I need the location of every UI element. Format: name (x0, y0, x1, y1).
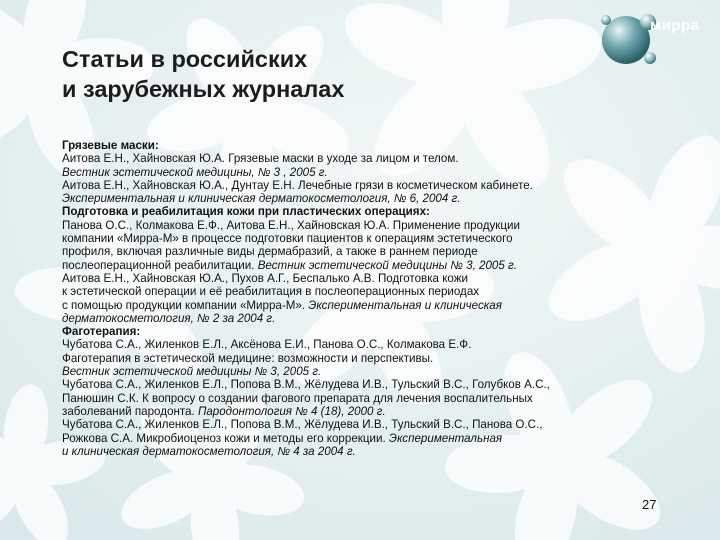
reference-line: компании «Мирра-М» в процессе подготовки пациентов к операциям эстетического (62, 232, 513, 246)
reference-line: Аитова Е.Н., Хайновская Ю.А., Дунтау Е.Н. Лечебные грязи в косметическом кабинете. (62, 178, 533, 192)
reference-text: заболеваний пародонта. (62, 404, 195, 418)
reference-journal: Экспериментальная (388, 431, 503, 445)
references-list (62, 139, 692, 458)
title-line-1: Статьи в российских (62, 46, 308, 72)
page-number: 27 (642, 497, 657, 512)
reference-line: профиля, включая различные виды дермабразий, а также в раннем периоде (62, 245, 478, 259)
reference-journal: и клиническая дерматокосметология, № 4 за 2004 г. (62, 444, 356, 458)
reference-line: Панова О.С., Колмакова Е.Ф., Аитова Е.Н., Хайновская Ю.А. Применение продукции (62, 218, 520, 232)
reference-line: Чубатова С.А., Жиленков Е.Л., Аксёнова Е.И., Панова О.С., Колмакова Е.Ф. (62, 338, 472, 352)
reference-line: к эстетической операции и её реабилитация в послеоперационных периодах (62, 285, 480, 299)
reference-line: Панюшин С.К. К вопросу о создании фагового препарата для лечения воспалительных (62, 391, 533, 405)
reference-text: послеоперационной реабилитации. (62, 258, 255, 272)
reference-line-with-journal (62, 299, 692, 312)
title-line-2: и зарубежных журналах (62, 76, 345, 102)
reference-journal: Экспериментальная и клиническая дерматокосметология, № 6, 2004 г. (62, 192, 461, 206)
reference-line: Аитова Е.Н., Хайновская Ю.А. Грязевые маски в уходе за лицом и телом. (62, 152, 459, 166)
section-heading: Фаготерапия: (62, 325, 141, 339)
brand-logo-text: мирра (650, 17, 700, 34)
reference-line: Аитова Е.Н., Хайновская Ю.А., Пухов А.Г., Беспалько А.В. Подготовка кожи (62, 271, 468, 285)
reference-text: с помощью продукции компании «Мирра-М». (62, 298, 306, 312)
section-heading: Подготовка и реабилитация кожи при пластических операциях: (62, 205, 430, 219)
reference-line: Чубатова С.А., Жиленков Е.Л., Попова В.М., Жёлудева И.В., Тульский В.С., Панова О.С., (62, 418, 543, 432)
reference-journal: дерматокосметология, № 2 за 2004 г. (62, 311, 276, 325)
reference-line-with-journal (62, 259, 692, 272)
reference-journal: Вестник эстетической медицины № 3, 2005 г. (257, 258, 517, 272)
reference-journal: Экспериментальная и клиническая (308, 298, 502, 312)
reference-line: Фаготерапия в эстетической медицине: возможности и перспективы. (62, 351, 434, 365)
reference-journal: Вестник эстетической медицины, № 3 , 2005 г. (62, 165, 328, 179)
reference-line-with-journal (62, 432, 692, 445)
section-heading: Грязевые маски: (62, 139, 159, 152)
reference-text: Рожкова С.А. Микробиоценоз кожи и методы его коррекции. (62, 431, 386, 445)
reference-journal: Вестник эстетической медицины № 3, 2005 г. (62, 365, 322, 379)
reference-line: Чубатова С.А., Жиленков Е.Л., Попова В.М., Жёлудева И.В., Тульский В.С., Голубков А.С., (62, 378, 550, 392)
reference-line-with-journal (62, 405, 692, 418)
reference-journal: Пародонтология № 4 (18), 2000 г. (197, 404, 386, 418)
page-title (62, 44, 344, 104)
